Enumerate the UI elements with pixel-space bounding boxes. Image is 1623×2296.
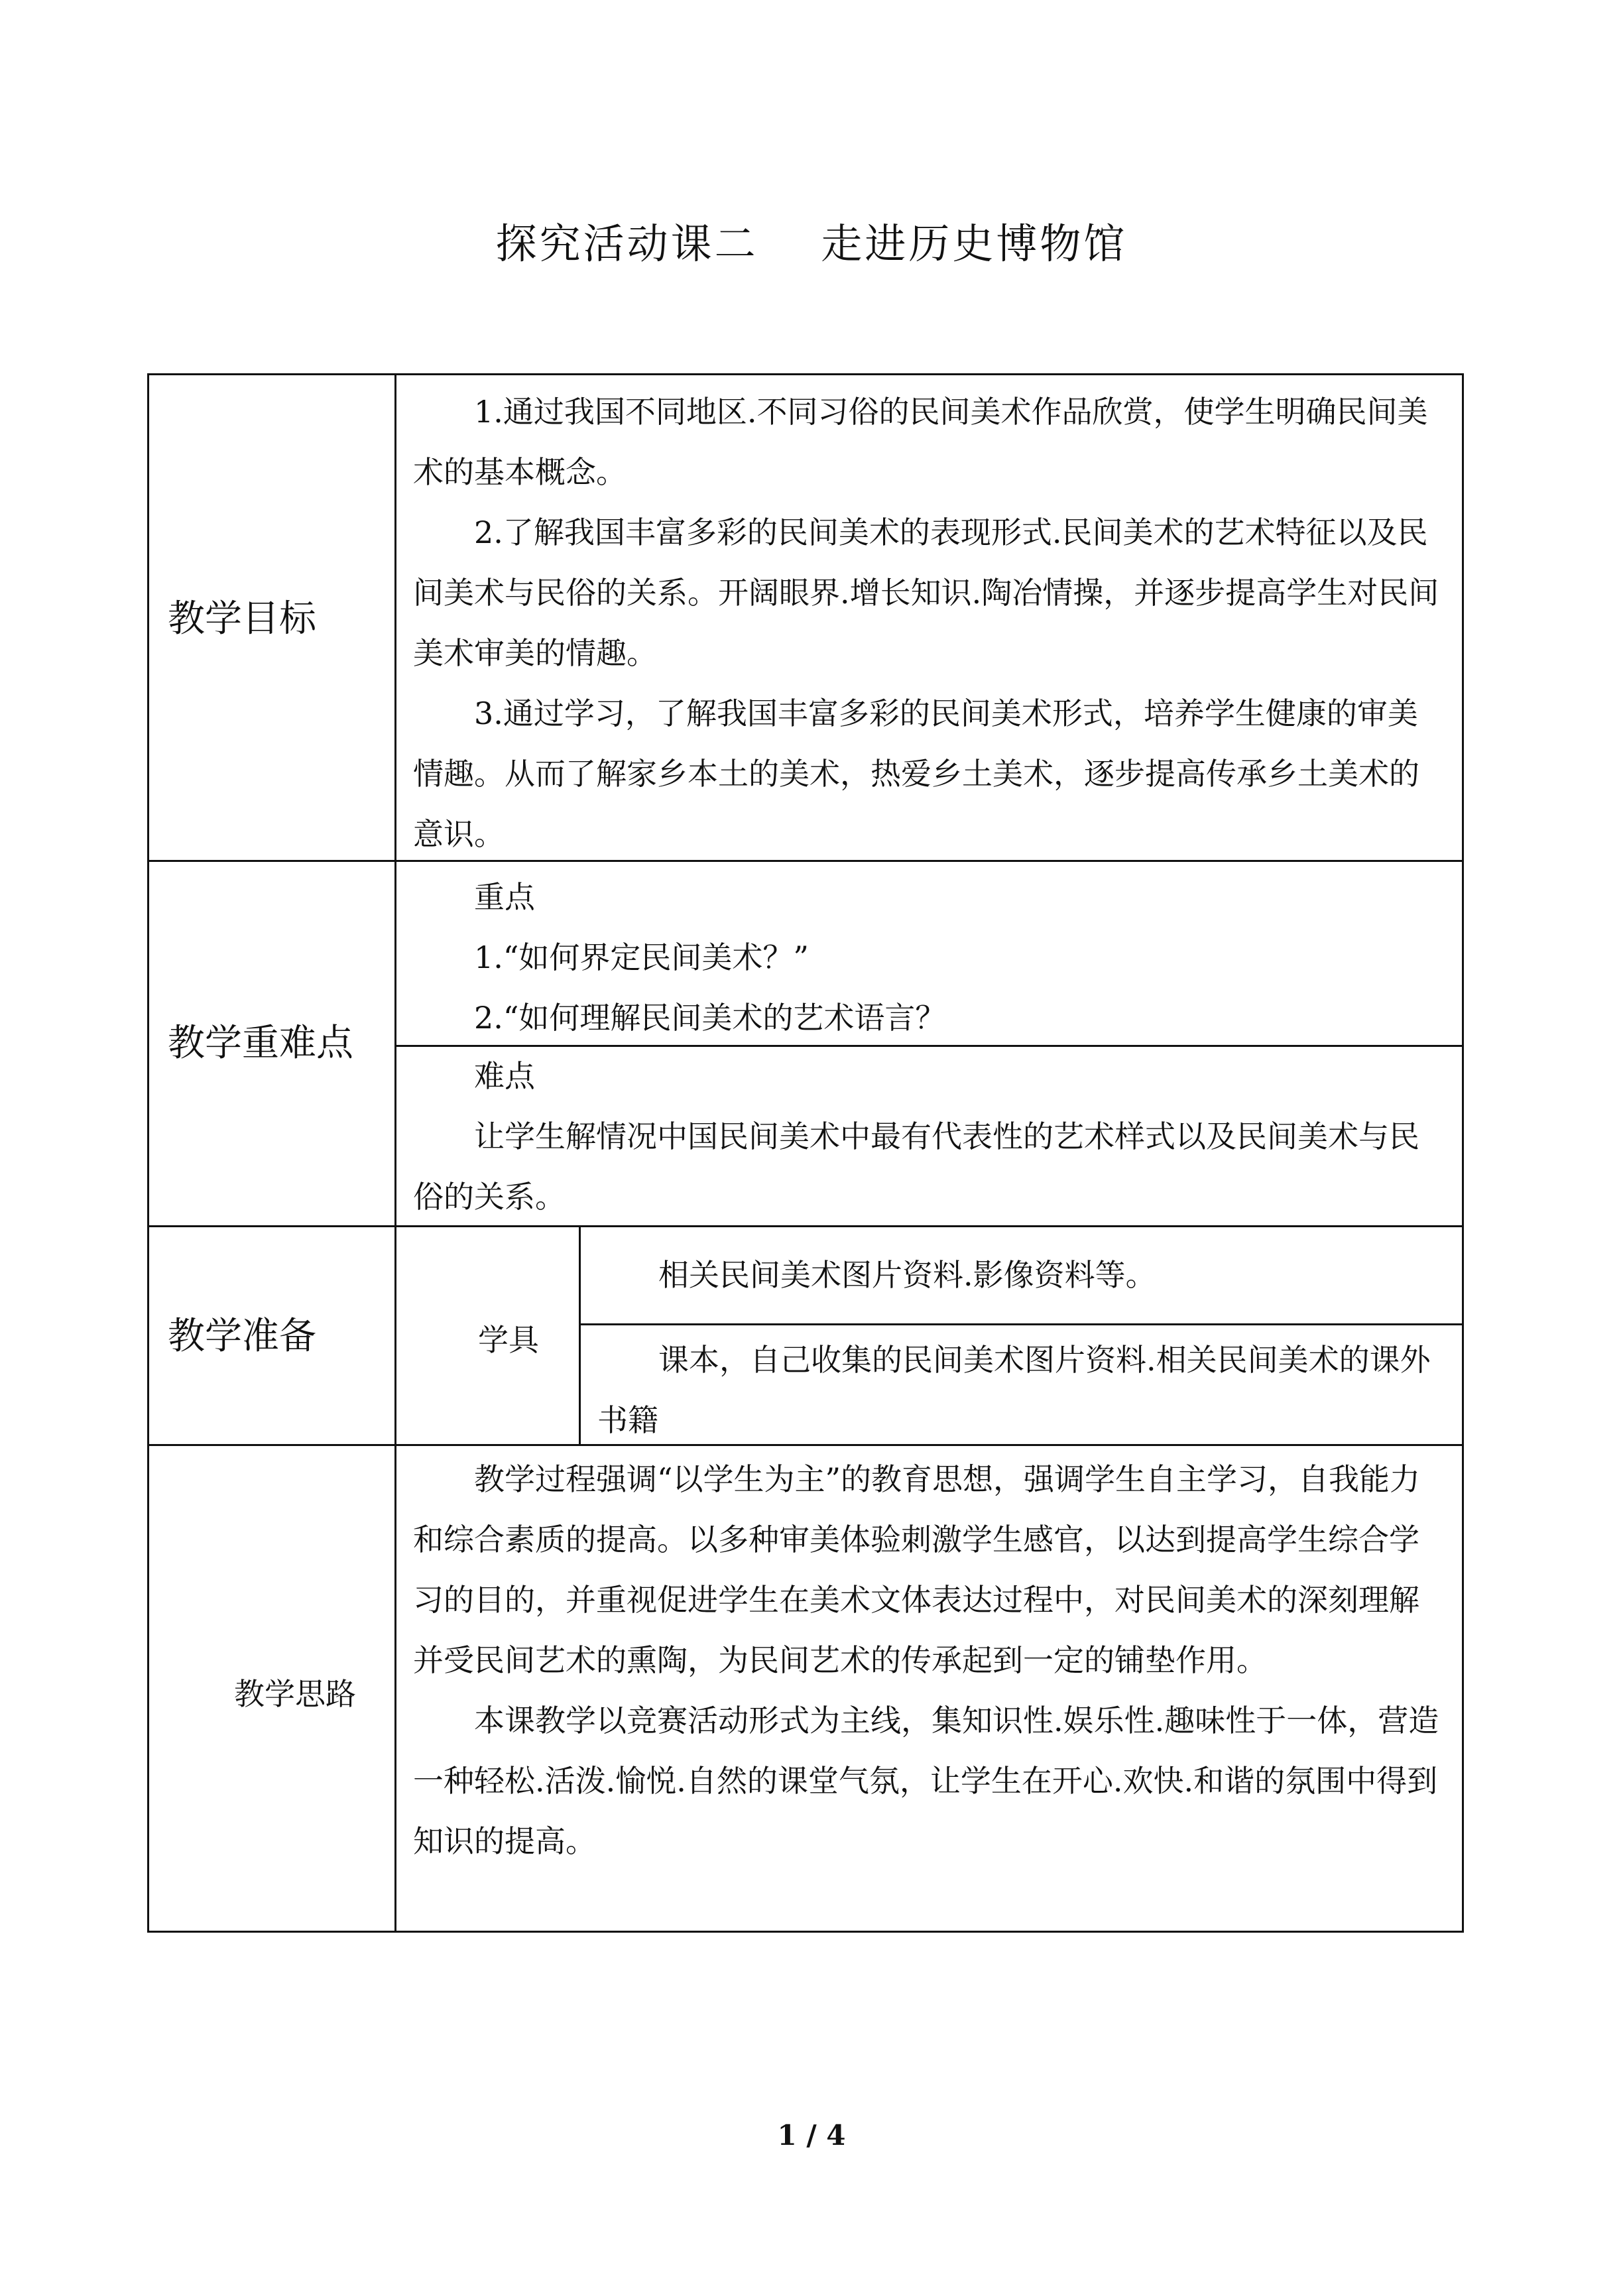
focus-item: 1.“如何界定民间美术？”: [474, 939, 809, 975]
objective-item: 2.了解我国丰富多彩的民间美术的表现形式.民间美术的艺术特征以及民间美术与民俗的关系。开阔眼界.增长知识.陶冶情操，并逐步提高学生对民间美术审美的情趣。: [413, 514, 1439, 671]
preparation-label: 教学准备: [168, 1315, 316, 1358]
table-divider: [394, 375, 396, 1933]
difficulty-heading: 难点: [474, 1058, 535, 1094]
difficulty-content: [413, 1046, 1447, 1227]
approach-content: [413, 1449, 1447, 1872]
objective-item: 3.通过学习，了解我国丰富多彩的民间美术形式，培养学生健康的审美情趣。从而了解家乡本土的美术，热爱乡土美术，逐步提高传承乡土美术的意识。: [413, 695, 1419, 852]
objectives-label: 教学目标: [168, 597, 316, 640]
table-divider: [579, 1225, 581, 1444]
document-title: 探究活动课二 走进历史博物馆: [495, 219, 1128, 268]
focus-item: 2.“如何理解民间美术的艺术语言？: [474, 1000, 946, 1036]
preparation-item-1: [597, 1245, 1446, 1305]
objectives-content: [413, 382, 1447, 865]
preparation-text: 课本，自己收集的民间美术图片资料.相关民间美术的课外书籍: [597, 1342, 1431, 1438]
preparation-item-2: [597, 1330, 1447, 1451]
preparation-text: 相关民间美术图片资料.影像资料等。: [658, 1257, 1156, 1293]
table-divider: [579, 1323, 1464, 1325]
objective-item: 1.通过我国不同地区.不同习俗的民间美术作品欣赏，使学生明确民间美术的基本概念。: [413, 394, 1428, 490]
focus-heading: 重点: [474, 879, 535, 915]
page-number: 1 / 4: [777, 2119, 846, 2151]
key-points-label: 教学重难点: [168, 1022, 353, 1065]
approach-paragraph: 教学过程强调“以学生为主”的教育思想，强调学生自主学习，自我能力和综合素质的提高。以多种审美体验刺激学生感官，以达到提高学生综合学习的目的，并重视促进学生在美术文体表达过程中，对民间美术的深刻理解并受民间艺术的熏陶，为民间艺术的传承起到一定的铺垫作用。: [413, 1461, 1421, 1678]
difficulty-text: 让学生解情况中国民间美术中最有代表性的艺术样式以及民间美术与民俗的关系。: [413, 1118, 1419, 1215]
materials-label: 学具: [478, 1322, 539, 1358]
approach-paragraph: 本课教学以竞赛活动形式为主线，集知识性.娱乐性.趣味性于一体，营造一种轻松.活泼.愉悦.自然的课堂气氛，让学生在开心.欢快.和谐的氛围中得到知识的提高。: [413, 1703, 1439, 1859]
focus-content: [413, 867, 1447, 1048]
approach-label: 教学思路: [234, 1676, 356, 1712]
lesson-plan-table: [147, 373, 1464, 1933]
